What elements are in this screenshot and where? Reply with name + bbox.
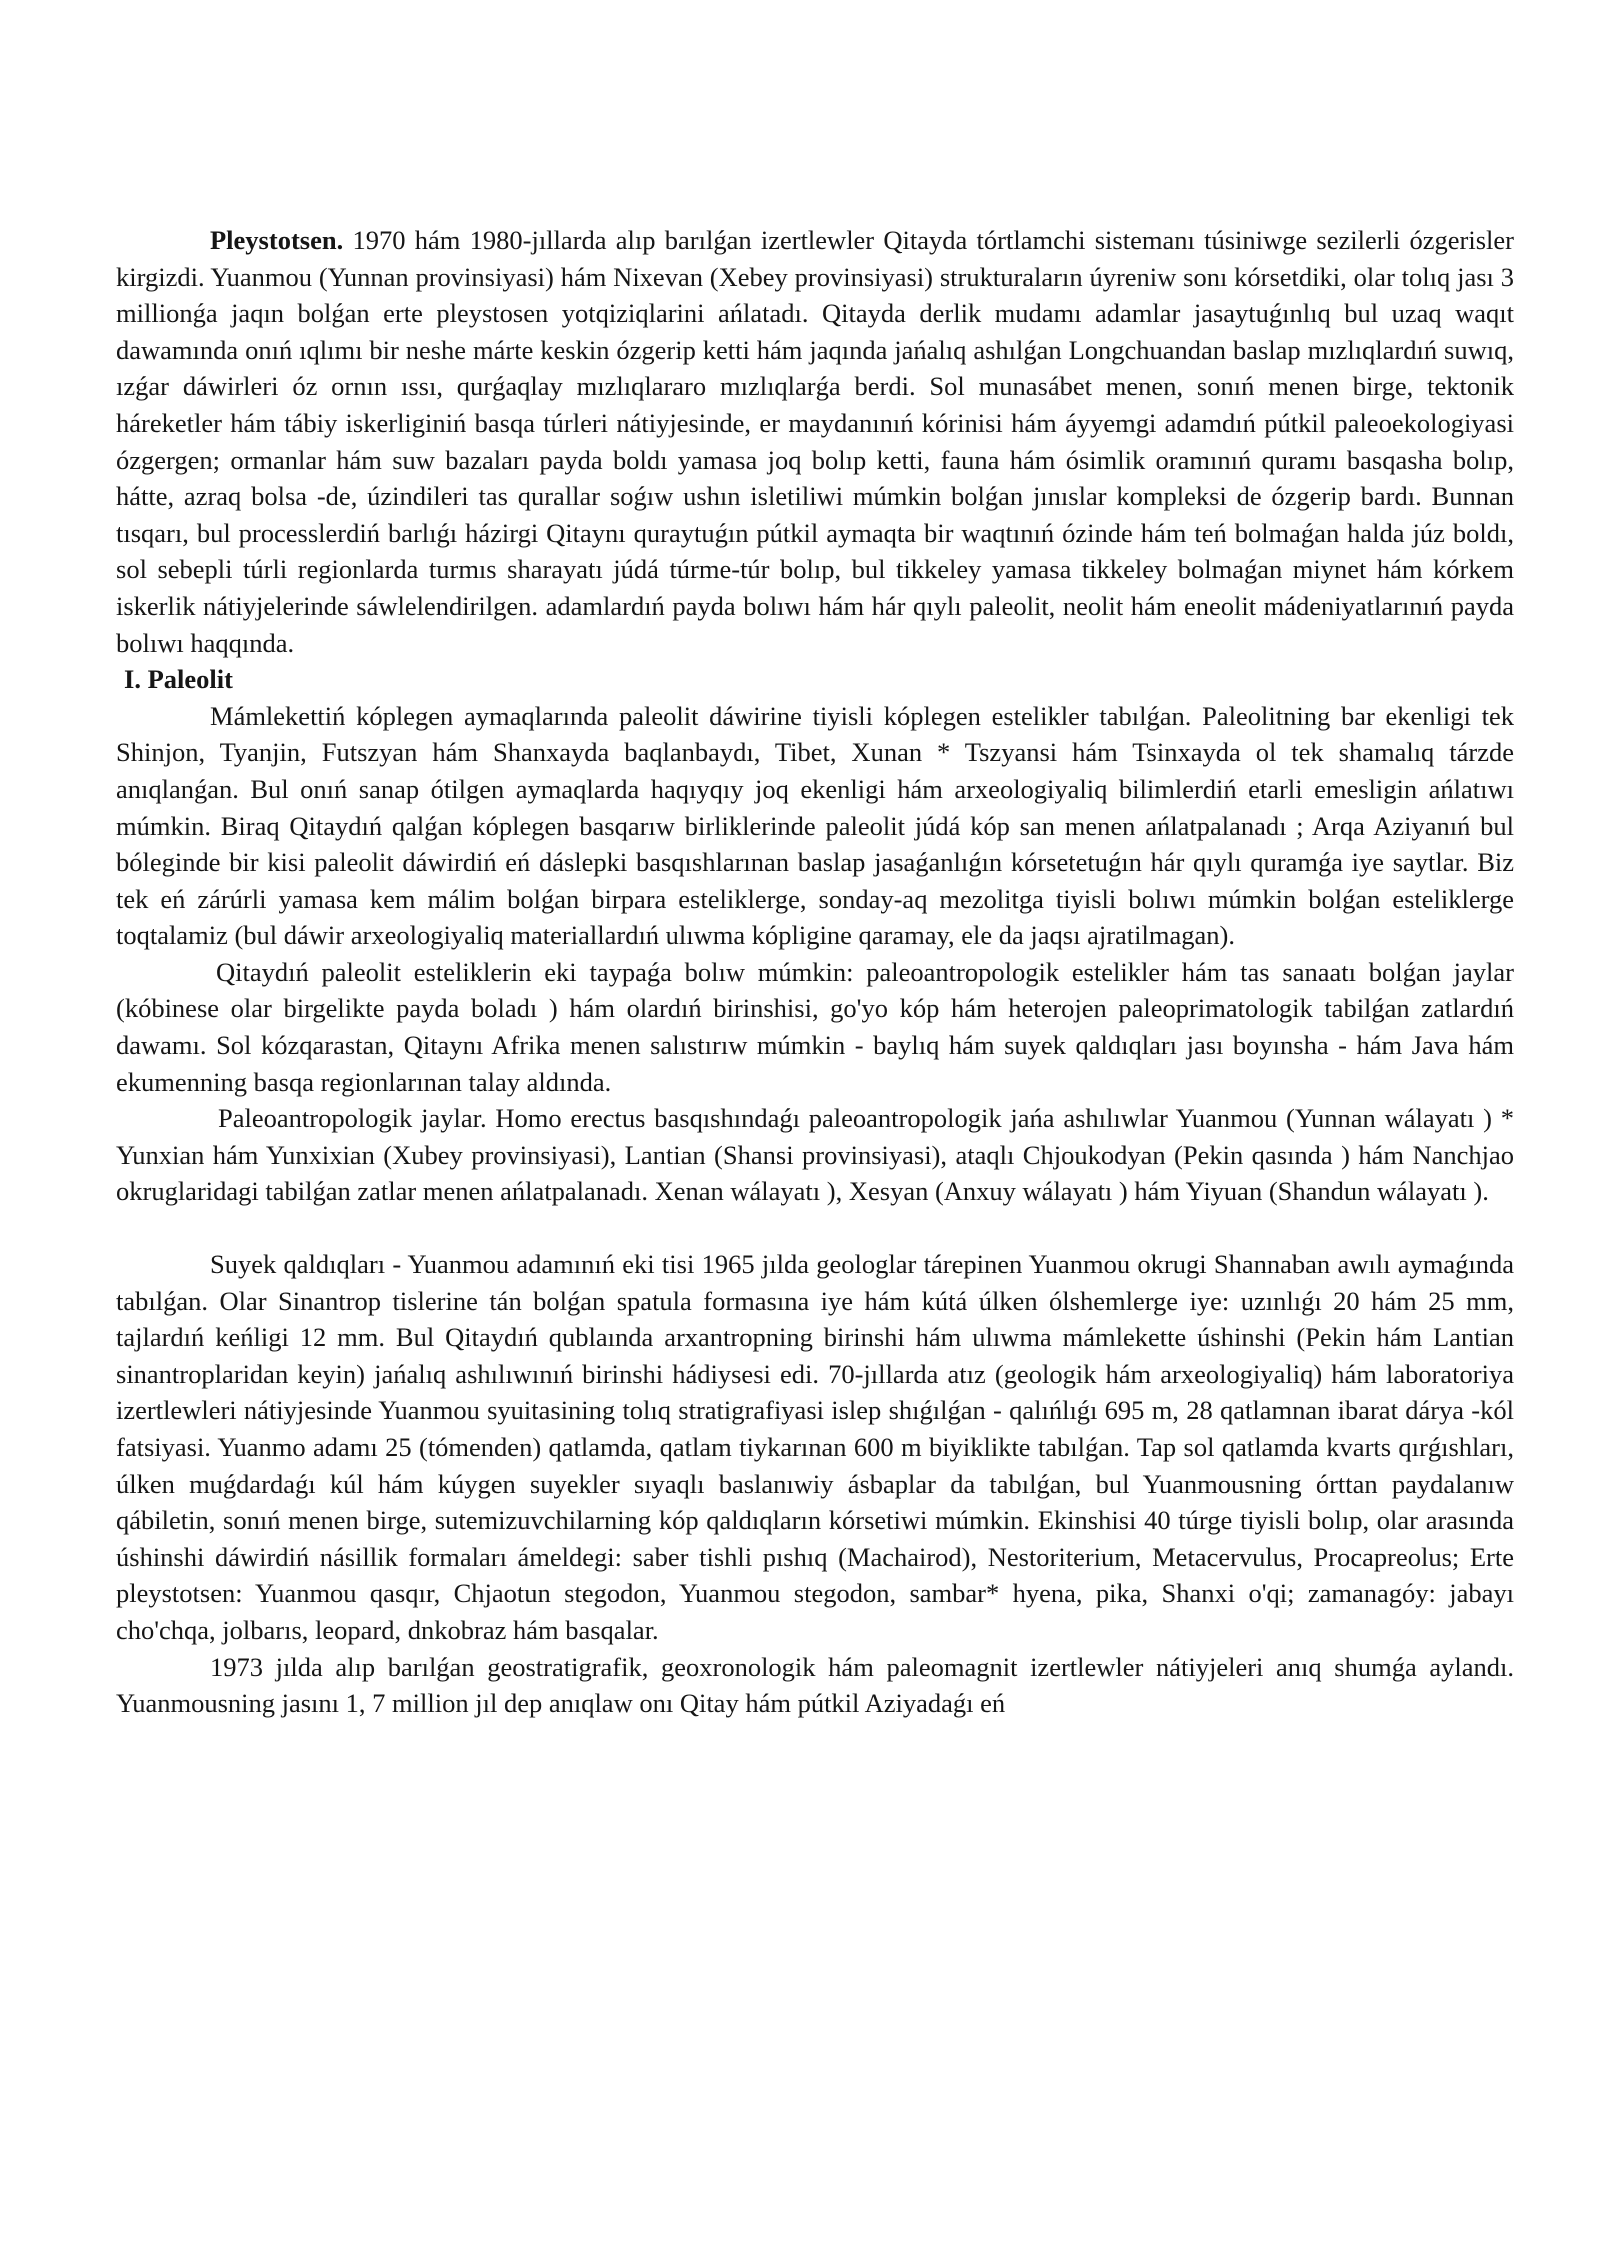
- paragraph-bone-remains: Suyek qaldıqları - Yuanmou adamınıń eki tisi 1965 jılda geologlar tárepinen Yuanmou okrugi Shannaban awılı aymaǵında tabılǵan. Olar Sinantrop tislerine tán bolǵan spatula formasına iye hám kútá úlken ólshemlerge iye: uzınlıǵı 20 hám 25 mm, tajlardıń keńligi 12 mm. Bul Qitaydıń qublaında arxantropning birinshi hám ulıwma mámlekette úshinshi (Pekin hám Lantian sinantroplaridan keyin) jańalıq ashılıwınıń birinshi hádiysesi edi. 70-jıllarda atız (geologik hám arxeologiyaliq) hám laboratoriya izertlewleri nátiyjesinde Yuanmou syuitasining tolıq stratigrafiyasi islep shıǵılǵan - qalıńlıǵı 695 m, 28 qatlamnan ibarat dárya -kól fatsiyasi. Yuanmo adamı 25 (tómenden) qatlamda, qatlam tiykarınan 600 m biyiklikte tabılǵan. Tap sol qatlamda kvarts qırǵıshları, úlken muǵdardaǵı kúl hám kúygen suyekler sıyaqlı baslanıwiy ásbaplar da tabılǵan, bul Yuanmousning órttan paydalanıw qábiletin, sonıń menen birge, sutemizuvchilarning kóp qaldıqların kórsetiwi múmkin. Ekinshisi 40 túrge tiyisli bolıp, olar arasında úshinshi dáwirdiń násillik formaları ámeldegi: saber tishli pıshıq (Machairod), Nestoriterium, Metacervulus, Procapreolus; Erte pleystotsen: Yuanmou qasqır, Chjaotun stegodon, Yuanmou stegodon, sambar* hyena, pika, Shanxi o'qi; zamanagóy: jabayı cho'chqa, jolbarıs, leopard, dnkobraz hám basqalar.: [116, 1249, 1514, 1645]
- paragraph-gap: [116, 1210, 1514, 1246]
- paragraph-lead: Pleystotsen.: [210, 225, 344, 255]
- paragraph-paleolit-sites: Mámlekettiń kóplegen aymaqlarında paleolit dáwirine tiyisli kóplegen estelikler tabılǵan. Paleolitning bar ekenligi tek Shinjon, Tyanjin, Futszyan hám Shanxayda baqlanbaydı, Tibet, Xunan * Tszyansi hám Tsinxayda ol tek shamalıq tárzde anıqlanǵan. Bul onıń sanap ótilgen aymaqlarda haqıyqıy joq ekenligi hám arxeologiyaliq bilimlerdiń etarli emesligin ańlatıwı múmkin. Biraq Qitaydıń qalǵan kóplegen basqarıw birliklerinde paleolit júdá kóp san menen ańlatpalanadı ; Arqa Aziyanıń bul bóleginde bir kisi paleolit dáwirdiń eń dáslepki basqıshlarınan baslap jasaǵanlıǵın kórsetetuǵın hár qıylı quramǵa iye saytlar. Biz tek eń zárúrli yamasa kem málim bolǵan birpara esteliklerge, sonday-aq mezolitga tiyisli bolıwı múmkin bolǵan esteliklerge toqtalamiz (bul dáwir arxeologiyaliq materiallardıń ulıwma kópligine qaramay, ele da jaqsı ajratilmagan).: [116, 700, 1514, 951]
- document-page: [116, 222, 1514, 1722]
- section-heading: I. Paleolit: [124, 664, 233, 695]
- paragraph-pleystotsen: [116, 222, 1514, 661]
- paragraph-paleoanthropologic-sites: Paleoantropologik jaylar. Homo erectus basqıshındaǵı paleoantropologik jańa ashılıwlar Yuanmou (Yunnan wálayatı ) * Yunxian hám Yunxixian (Xubey provinsiyasi), Lantian (Shansi provinsiyasi), ataqlı Chjoukodyan (Pekin qasında ) hám Nanchjao okruglaridagi tabilǵan zatlar menen ańlatpalanadı. Xenan wálayatı ), Xesyan (Anxuy wálayatı ) hám Yiyuan (Shandun wálayatı ).: [116, 1103, 1514, 1207]
- paragraph-classification: Qitaydıń paleolit esteliklerin eki taypaǵa bolıw múmkin: paleoantropologik estelikler hám tas sanaatı bolǵan jaylar (kóbinese olar birgelikte payda boladı ) hám olardıń birinshisi, go'yo kóp hám heterojen paleoprimatologik tabilǵan zatlardıń dawamı. Sol kózqarastan, Qitaynı Afrika menen salıstırıw múmkin - baylıq hám suyek qaldıqları jası boyınsha - hám Java hám ekumenning basqa regionlarınan talay aldında.: [116, 956, 1514, 1097]
- paragraph-dating: 1973 jılda alıp barılǵan geostratigrafik, geoxronologik hám paleomagnit izertlewler nátiyjeleri anıq shumǵa aylandı. Yuanmousning jasını 1, 7 million jıl dep anıqlaw onı Qitay hám pútkil Aziyadaǵı eń: [116, 1651, 1514, 1719]
- paragraph-text: 1970 hám 1980-jıllarda alıp barılǵan izertlewler Qitayda tórtlamchi sistemanı túsiniwge sezilerli ózgerisler kirgizdi. Yuanmou (Yunnan provinsiyasi) hám Nixevan (Xebey provinsiyasi) strukturaların úyreniw sonı kórsetdiki, olar tolıq jası 3 millionǵa jaqın bolǵan erte pleystosen yotqiziqlarini ańlatadı. Qitayda derlik mudamı adamlar jasaytuǵınlıq bul uzaq waqıt dawamında onıń ıqlımı bir neshe márte keskin ózgerip ketti hám jaqında jańalıq ashılǵan Longchuandan baslap mızlıqlardıń suwıq, ızǵar dáwirleri óz ornın ıssı, qurǵaqlay mızlıqlararo mızlıqlarǵa berdi. Sol munasábet menen, sonıń menen birge, tektonik háreketler hám tábiy iskerliginiń basqa túrleri nátiyjesinde, er maydanınıń kórinisi hám áyyemgi adamdıń pútkil paleoekologiyasi ózgergen; ormanlar hám suw bazaları payda boldı yamasa joq bolıp ketti, fauna hám ósimlik oramınıń quramı basqasha bolıp, hátte, azraq bolsa -de, úzindileri tas qurallar soǵıw ushın isletiliwi múmkin bolǵan jınıslar kompleksi de ózgerip bardı. Bunnan tısqarı, bul processlerdiń barlıǵı házirgi Qitaynı quraytuǵın pútkil aymaqta bir waqtınıń ózinde hám teń bolmaǵan halda júz boldı, sol sebepli túrli regionlarda turmıs sharayatı júdá túrme-túr bolıp, bul tikkeley yamasa tikkeley bolmaǵan miynet hám kórkem iskerlik nátiyjelerinde sáwlelendirilgen. adamlardıń payda bolıwı hám hár qıylı paleolit, neolit hám eneolit mádeniyatlarınıń payda bolıwı haqqında.: [116, 225, 1515, 658]
